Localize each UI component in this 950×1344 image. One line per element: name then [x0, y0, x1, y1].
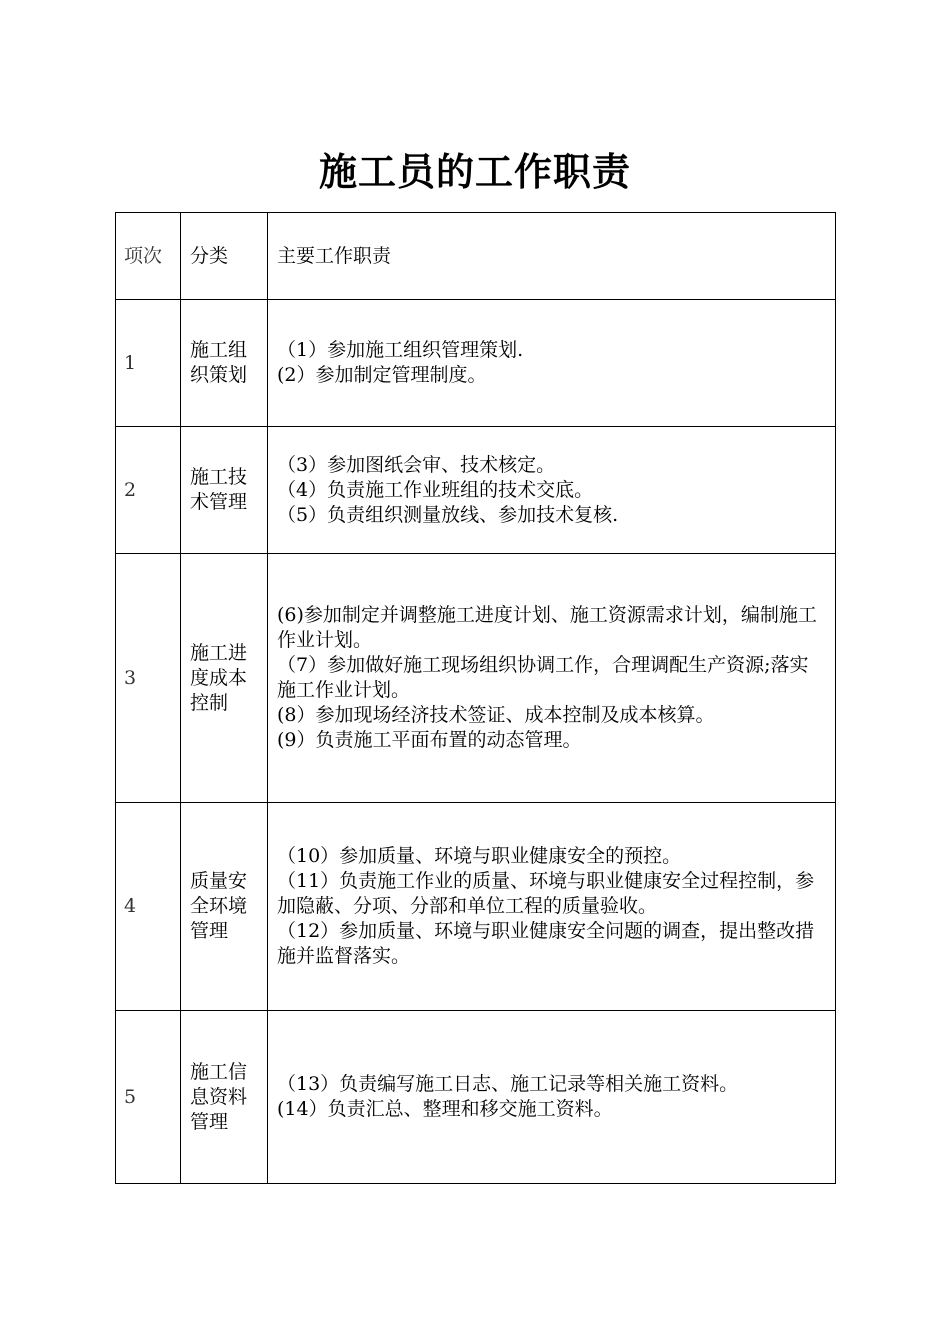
row-item-no: 3 — [116, 554, 181, 803]
row-category: 施工信息资料管理 — [181, 1011, 268, 1184]
row-item-no: 4 — [116, 803, 181, 1011]
duty-line: （3）参加图纸会审、技术核定。 — [277, 453, 556, 476]
duty-line: (6)参加制定并调整施工进度计划、施工资源需求计划，编制施工作业计划。 — [277, 604, 817, 651]
row-category: 施工组织策划 — [181, 300, 268, 427]
row-item-no: 1 — [116, 300, 181, 427]
duty-table — [115, 212, 836, 1184]
duty-line: （12）参加质量、环境与职业健康安全问题的调查，提出整改措施并监督落实。 — [277, 920, 815, 967]
row-duties — [268, 803, 836, 1011]
duty-line: （13）负责编写施工日志、施工记录等相关施工资料。 — [277, 1073, 739, 1095]
table-row — [116, 554, 836, 803]
duty-line: (9）负责施工平面布置的动态管理。 — [277, 729, 582, 751]
row-item-no: 2 — [116, 427, 181, 554]
table-row — [116, 1011, 836, 1184]
duty-line: (14）负责汇总、整理和移交施工资料。 — [277, 1098, 613, 1120]
duty-line: （7）参加做好施工现场组织协调工作，合理调配生产资源;落实施工作业计划。 — [277, 654, 809, 701]
duty-line: （5）负责组织测量放线、参加技术复核. — [277, 503, 619, 526]
table-row — [116, 300, 836, 427]
duty-line: (8）参加现场经济技术签证、成本控制及成本核算。 — [277, 704, 715, 726]
header-category: 分类 — [181, 213, 268, 300]
row-duties — [268, 554, 836, 803]
duty-line: （10）参加质量、环境与职业健康安全的预控。 — [277, 845, 682, 867]
duty-line: （11）负责施工作业的质量、环境与职业健康安全过程控制，参加隐蔽、分项、分部和单位工程的质量验收。 — [277, 870, 815, 917]
table-header-row — [116, 213, 836, 300]
header-item-no: 项次 — [116, 213, 181, 300]
duty-line: （1）参加施工组织管理策划. — [277, 339, 524, 361]
row-duties — [268, 1011, 836, 1184]
row-duties — [268, 427, 836, 554]
row-category: 施工技术管理 — [181, 427, 268, 554]
row-item-no: 5 — [116, 1011, 181, 1184]
duty-line: （4）负责施工作业班组的技术交底。 — [277, 478, 594, 501]
table-row — [116, 427, 836, 554]
duty-line: (2）参加制定管理制度。 — [277, 364, 487, 386]
row-duties — [268, 300, 836, 427]
table-row — [116, 803, 836, 1011]
row-category: 质量安全环境管理 — [181, 803, 268, 1011]
row-category: 施工进度成本控制 — [181, 554, 268, 803]
header-duties: 主要工作职责 — [268, 213, 836, 300]
page-title: 施工员的工作职责 — [318, 149, 631, 194]
